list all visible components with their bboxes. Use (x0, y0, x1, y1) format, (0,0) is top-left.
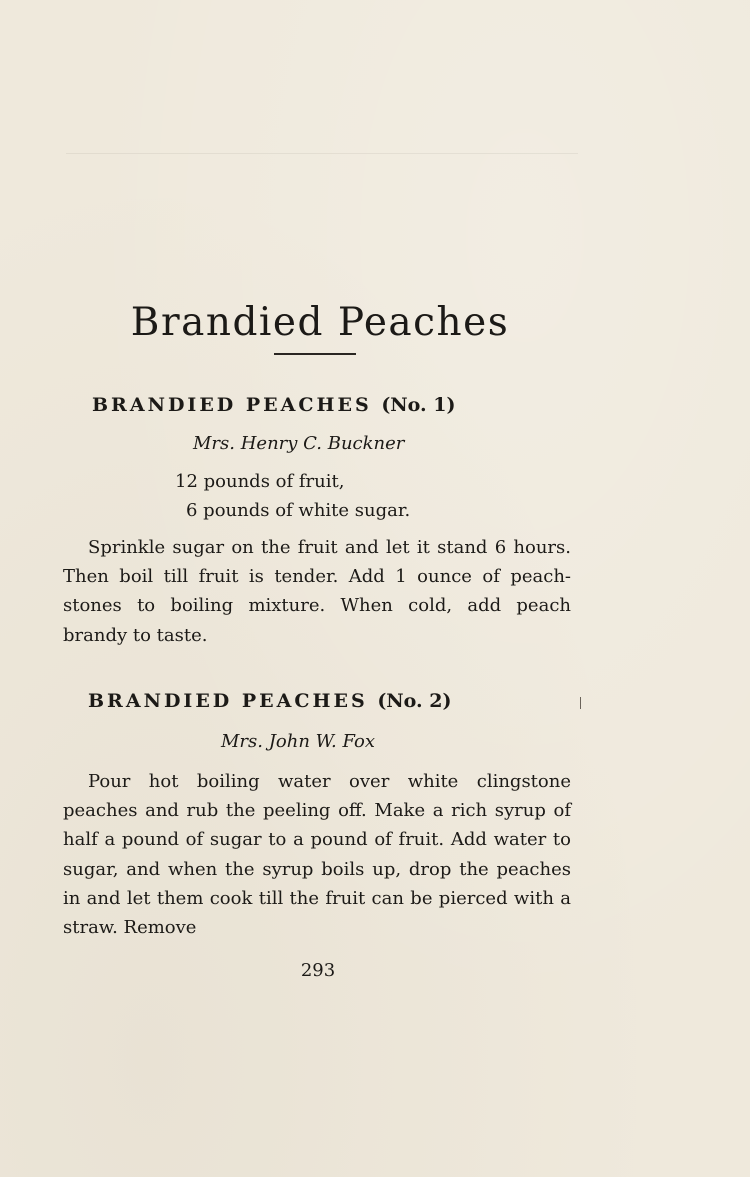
recipe-2-number: (No. 2) (377, 690, 452, 712)
show-through-rule (66, 153, 578, 154)
recipe-2-author: Mrs. John W. Fox (221, 731, 375, 752)
recipe-1-author: Mrs. Henry C. Buckner (193, 433, 405, 454)
margin-mark (580, 697, 581, 709)
page-number: 293 (300, 960, 336, 981)
page-title: Brandied Peaches (130, 300, 510, 346)
recipe-2-heading-text: BRANDIED PEACHES (88, 690, 368, 712)
title-divider (274, 353, 356, 355)
recipe-1-ingredient-2: 6 pounds of white sugar. (186, 500, 411, 521)
recipe-1-number: (No. 1) (381, 394, 456, 416)
recipe-1-heading (92, 394, 455, 416)
recipe-2-directions: Pour hot boiling water over white clingstone peaches and rub the peeling off. Make a rich syrup of half a pound of sugar to a pound of fruit. Add water to sugar, and when the syrup boils up, drop the peaches in and let them cook till the fruit can be pierced with a straw. Remove (63, 771, 571, 939)
recipe-2-heading (88, 690, 451, 712)
recipe-1-heading-text: BRANDIED PEACHES (92, 394, 372, 416)
recipe-1-directions: Sprinkle sugar on the fruit and let it stand 6 hours. Then boil till fruit is tender. Add 1 ounce of peach-stones to boiling mixture. When cold, add peach brandy to taste. (63, 537, 571, 646)
recipe-1-ingredient-1: 12 pounds of fruit, (175, 471, 345, 492)
